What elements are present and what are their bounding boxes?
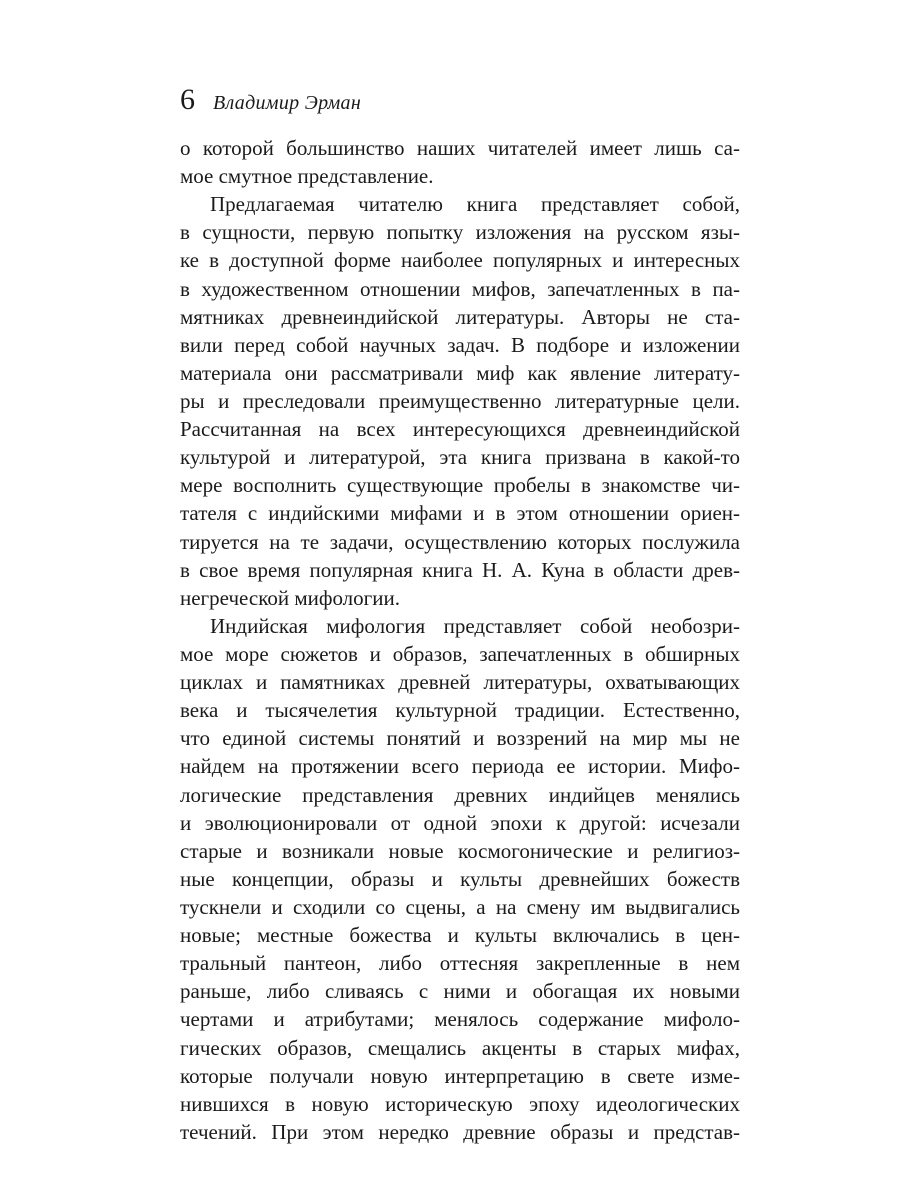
text-line: циклах и памятниках древней литературы, охватывающих (180, 670, 740, 695)
text-line: культурой и литературой, эта книга призвана в какой-то (180, 445, 740, 470)
text-line: мое смутное представление. (180, 164, 434, 189)
text-line: чертами и атрибутами; менялось содержание мифоло- (180, 1007, 740, 1032)
text-line: тируется на те задачи, осуществлению которых послужила (180, 529, 740, 554)
text-line: логические представления древних индийцев менялись (180, 782, 740, 807)
text-line: тателя с индийскими мифами и в этом отношении ориен- (180, 501, 740, 526)
text-line: ры и преследовали преимущественно литературные цели. (180, 388, 740, 413)
text-line: мое море сюжетов и образов, запечатленных в обширных (180, 641, 740, 666)
body-text (180, 134, 740, 1146)
text-line: в свое время популярная книга Н. А. Куна в области древ- (180, 557, 740, 582)
text-line: Рассчитанная на всех интересующихся древнеиндийской (180, 417, 740, 442)
text-line: материала они рассматривали миф как явление литерату- (180, 360, 740, 385)
text-line: тральный пантеон, либо оттесняя закрепленные в нем (180, 951, 740, 976)
text-line: Предлагаемая читателю книга представляет собой, (210, 192, 740, 217)
text-line: и эволюционировали от одной эпохи к другой: исчезали (180, 810, 740, 835)
text-line: которые получали новую интерпретацию в свете изме- (180, 1063, 740, 1088)
text-line: новые; местные божества и культы включались в цен- (180, 923, 740, 948)
text-line: ке в доступной форме наиболее популярных и интересных (180, 248, 740, 273)
text-line: века и тысячелетия культурной традиции. Естественно, (180, 698, 740, 723)
text-line: ные концепции, образы и культы древнейших божеств (180, 866, 740, 891)
text-line: течений. При этом нередко древние образы и представ- (180, 1119, 740, 1144)
running-title: Владимир Эрман (213, 92, 362, 114)
text-line: в художественном отношении мифов, запечатленных в па- (180, 276, 740, 301)
text-line: мятниках древнеиндийской литературы. Авторы не ста- (180, 304, 740, 329)
text-line: раньше, либо сливаясь с ними и обогащая их новыми (180, 979, 740, 1004)
text-line: старые и возникали новые космогонические и религиоз- (180, 838, 740, 863)
text-line: вили перед собой научных задач. В подборе и изложении (180, 332, 740, 357)
page-number: 6 (180, 83, 195, 116)
text-line: найдем на протяжении всего периода ее истории. Мифо- (180, 754, 740, 779)
text-line: нившихся в новую историческую эпоху идеологических (180, 1091, 740, 1116)
text-line: в сущности, первую попытку изложения на русском язы- (180, 220, 740, 245)
text-line: мере восполнить существующие пробелы в знакомстве чи- (180, 473, 740, 498)
text-line: Индийская мифология представляет собой необозри- (210, 613, 740, 638)
running-head (180, 80, 361, 120)
text-line: тускнели и сходили со сцены, а на смену им выдвигались (180, 894, 740, 919)
text-line: о которой большинство наших читателей имеет лишь са- (180, 136, 740, 160)
text-line: что единой системы понятий и воззрений на мир мы не (180, 726, 740, 751)
text-line: негреческой мифологии. (180, 585, 400, 610)
text-line: гических образов, смещались акценты в старых мифах, (180, 1035, 740, 1060)
